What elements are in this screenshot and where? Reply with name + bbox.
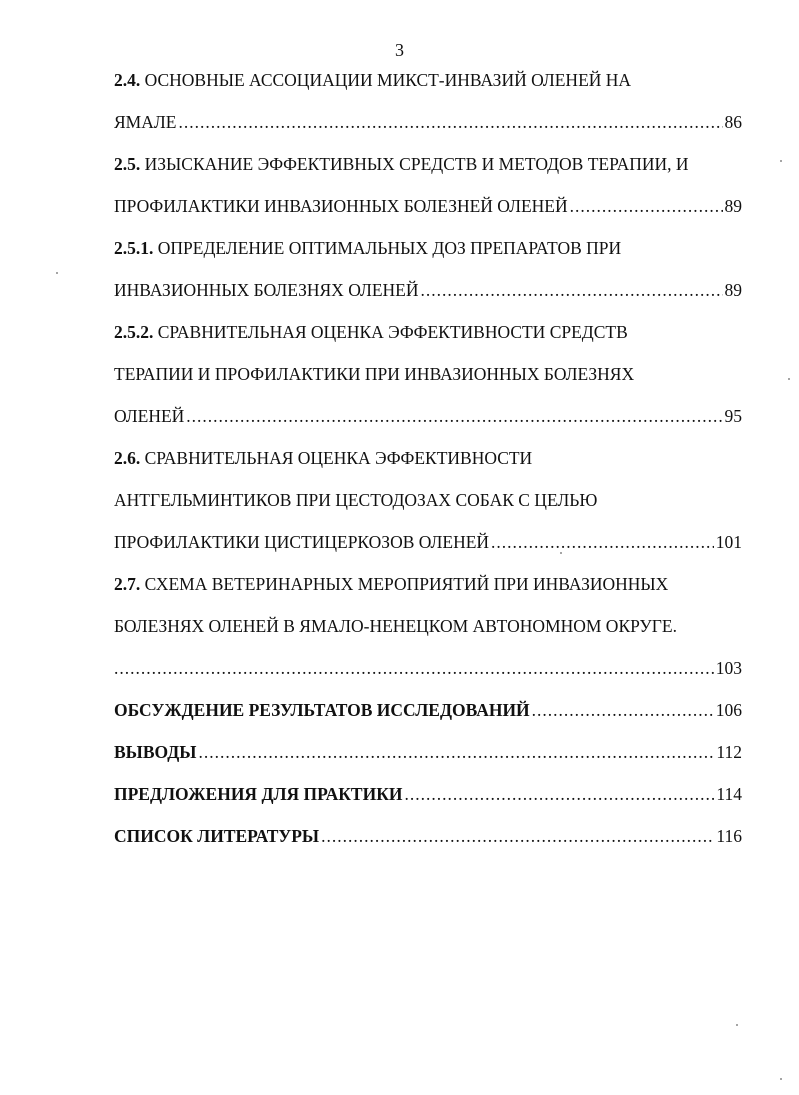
toc-entry-2-5-2-line2 <box>114 358 742 400</box>
dot-leader <box>421 274 723 306</box>
page-ref: 103 <box>715 658 742 678</box>
dot-leader <box>114 652 714 684</box>
section-title: ПРЕДЛОЖЕНИЯ ДЛЯ ПРАКТИКИ <box>114 784 403 804</box>
dot-leader <box>532 694 714 726</box>
page-ref: 116 <box>716 826 742 846</box>
section-title-line: СХЕМА ВЕТЕРИНАРНЫХ МЕРОПРИЯТИЙ ПРИ ИНВАЗИОННЫХ <box>144 574 669 594</box>
section-title: ОБСУЖДЕНИЕ РЕЗУЛЬТАТОВ ИССЛЕДОВАНИЙ <box>114 700 530 720</box>
toc-entry-discussion[interactable] <box>114 694 742 736</box>
page-ref: 112 <box>716 742 742 762</box>
toc-entry-2-6-line3[interactable] <box>114 526 742 568</box>
section-number: 2.6. <box>114 448 141 468</box>
section-title-line: СРАВНИТЕЛЬНАЯ ОЦЕНКА ЭФФЕКТИВНОСТИ СРЕДСТВ <box>157 322 628 342</box>
toc-entry-2-6-line2 <box>114 484 742 526</box>
page-ref: 106 <box>715 700 742 720</box>
section-number: 2.5.2. <box>114 322 154 342</box>
toc-entry-2-4-line2[interactable] <box>114 106 742 148</box>
page-number: 3 <box>395 40 404 60</box>
toc-entry-2-5-1-line1 <box>114 232 742 274</box>
toc-entry-2-5-2-line3[interactable] <box>114 400 742 442</box>
page-ref: 101 <box>715 532 742 552</box>
dot-leader <box>199 736 715 768</box>
toc-entry-conclusions[interactable] <box>114 736 742 778</box>
page-ref: 89 <box>724 280 742 300</box>
scan-speck <box>560 552 562 554</box>
scan-speck <box>780 160 782 162</box>
section-title-line: ОПРЕДЕЛЕНИЕ ОПТИМАЛЬНЫХ ДОЗ ПРЕПАРАТОВ ПРИ <box>157 238 622 258</box>
section-title-line: СРАВНИТЕЛЬНАЯ ОЦЕНКА ЭФФЕКТИВНОСТИ <box>144 448 533 468</box>
toc-entry-proposals[interactable] <box>114 778 742 820</box>
table-of-contents <box>114 64 742 862</box>
toc-entry-2-7-line2 <box>114 610 742 652</box>
toc-entry-2-7-line3[interactable] <box>114 652 742 694</box>
section-title-line: ПРОФИЛАКТИКИ ИНВАЗИОННЫХ БОЛЕЗНЕЙ ОЛЕНЕЙ <box>114 196 568 216</box>
section-title-line: АНТГЕЛЬМИНТИКОВ ПРИ ЦЕСТОДОЗАХ СОБАК С ЦЕЛЬЮ <box>114 490 598 510</box>
toc-entry-2-5-line2[interactable] <box>114 190 742 232</box>
page-ref: 95 <box>724 406 742 426</box>
section-title-line: ТЕРАПИИ И ПРОФИЛАКТИКИ ПРИ ИНВАЗИОННЫХ БОЛЕЗНЯХ <box>114 364 635 384</box>
toc-entry-references[interactable] <box>114 820 742 862</box>
section-title-line: ОСНОВНЫЕ АССОЦИАЦИИ МИКСТ-ИНВАЗИЙ ОЛЕНЕЙ НА <box>144 70 632 90</box>
section-title-line: БОЛЕЗНЯХ ОЛЕНЕЙ В ЯМАЛО-НЕНЕЦКОМ АВТОНОМНОМ ОКРУГЕ. <box>114 616 677 636</box>
section-number: 2.5.1. <box>114 238 154 258</box>
section-number: 2.5. <box>114 154 141 174</box>
section-number: 2.4. <box>114 70 141 90</box>
section-title: СПИСОК ЛИТЕРАТУРЫ <box>114 826 320 846</box>
scan-speck <box>56 272 58 274</box>
scan-speck <box>788 378 790 380</box>
scan-speck <box>736 1024 738 1026</box>
section-title-line: ИНВАЗИОННЫХ БОЛЕЗНЯХ ОЛЕНЕЙ <box>114 280 419 300</box>
section-title-line: ПРОФИЛАКТИКИ ЦИСТИЦЕРКОЗОВ ОЛЕНЕЙ <box>114 532 490 552</box>
toc-entry-2-7-line1 <box>114 568 742 610</box>
section-title-line: ОЛЕНЕЙ <box>114 406 185 426</box>
dot-leader <box>405 778 715 810</box>
dot-leader <box>186 400 722 432</box>
toc-entry-2-4-line1 <box>114 64 742 106</box>
dot-leader <box>570 190 723 222</box>
scan-speck <box>780 1078 782 1080</box>
toc-entry-2-6-line1 <box>114 442 742 484</box>
dot-leader <box>321 820 714 852</box>
dot-leader <box>178 106 722 138</box>
section-number: 2.7. <box>114 574 141 594</box>
dot-leader <box>491 526 714 558</box>
page-ref: 86 <box>724 112 742 132</box>
page-ref: 114 <box>716 784 742 804</box>
toc-entry-2-5-2-line1 <box>114 316 742 358</box>
section-title: ВЫВОДЫ <box>114 742 197 762</box>
section-title-line: ИЗЫСКАНИЕ ЭФФЕКТИВНЫХ СРЕДСТВ И МЕТОДОВ ТЕРАПИИ, И <box>144 154 689 174</box>
page-ref: 89 <box>724 196 742 216</box>
section-title-line: ЯМАЛЕ <box>114 112 177 132</box>
toc-entry-2-5-1-line2[interactable] <box>114 274 742 316</box>
toc-entry-2-5-line1 <box>114 148 742 190</box>
